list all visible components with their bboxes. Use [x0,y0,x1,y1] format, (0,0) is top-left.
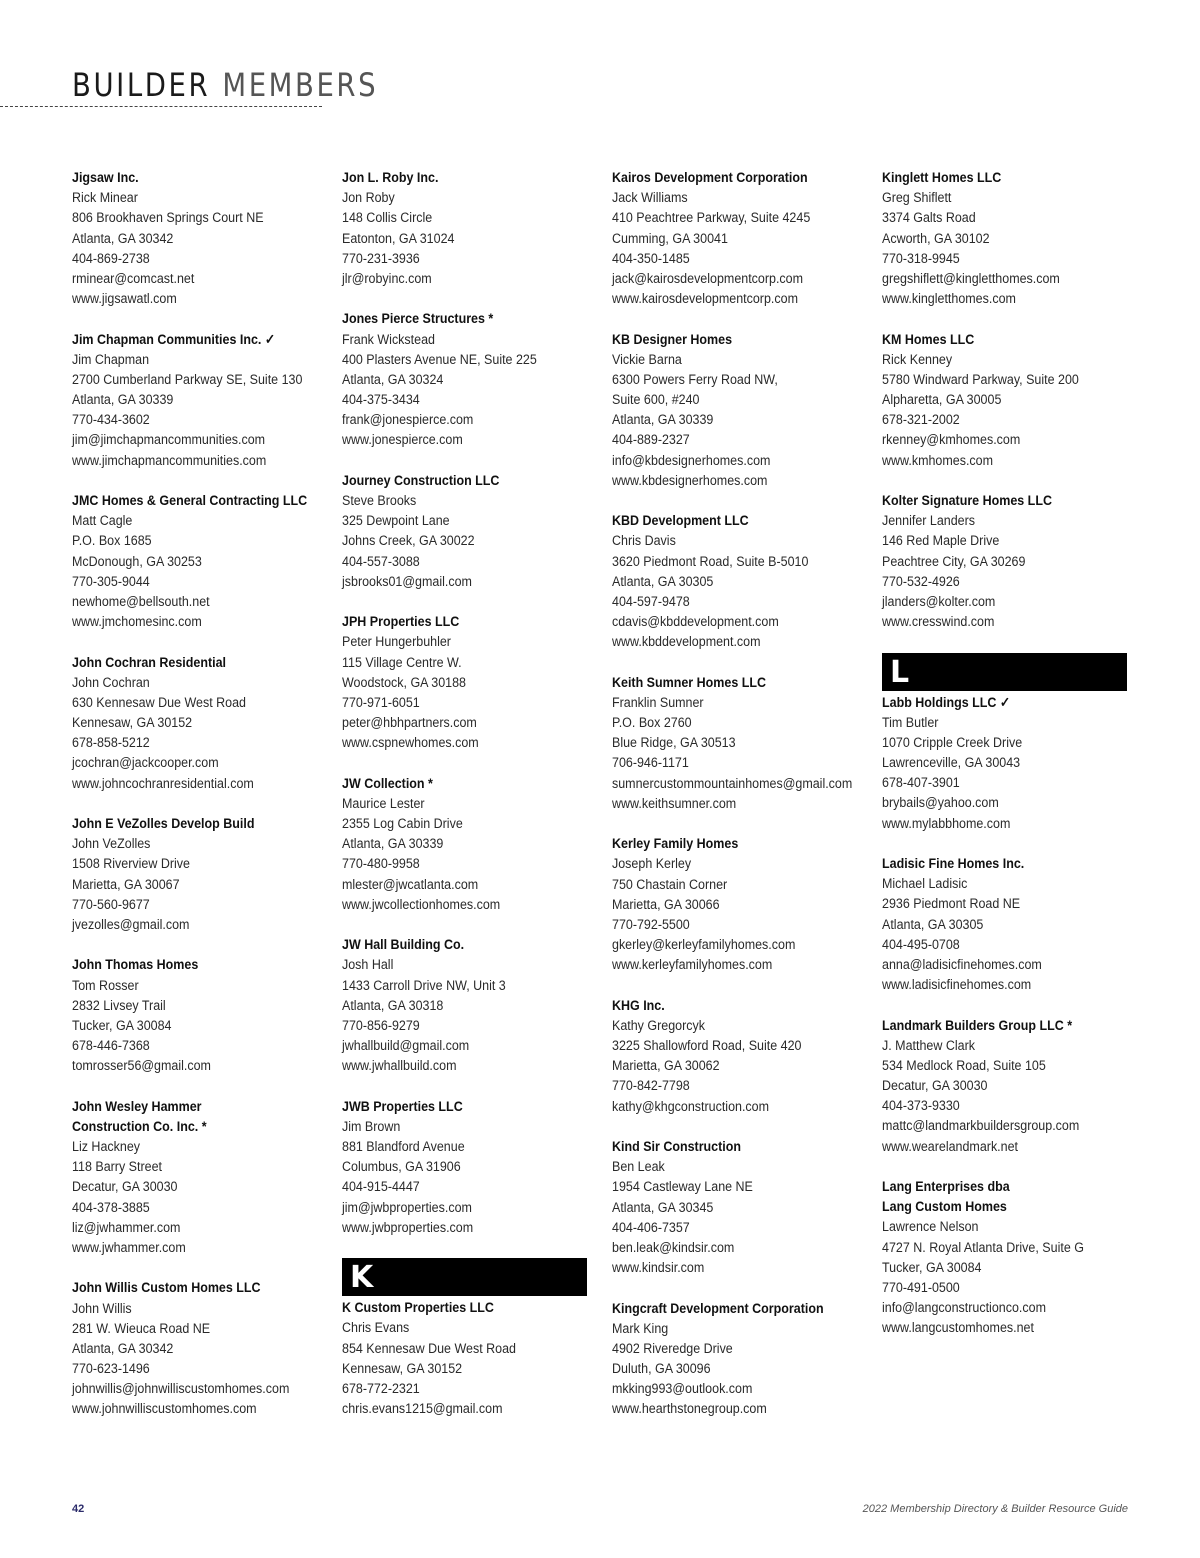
member-detail-line: Atlanta, GA 30345 [612,1199,714,1216]
member-detail-line: chris.evans1215@gmail.com [342,1401,503,1418]
member-detail-line: Kennesaw, GA 30152 [342,1360,463,1377]
member-detail-line: Decatur, GA 30030 [882,1078,988,1095]
member-detail-line: 770-971-6051 [342,694,420,711]
member-detail-line: www.wearelandmark.net [882,1138,1019,1155]
member-detail-line: 770-842-7798 [612,1078,690,1095]
member-detail-line: 146 Red Maple Drive [882,533,1000,550]
member-entry [612,330,870,492]
member-detail-line: J. Matthew Clark [882,1037,975,1054]
member-detail-line: Eatonton, GA 31024 [342,230,455,247]
member-detail-line: 1433 Carroll Drive NW, Unit 3 [342,977,506,994]
member-detail-line: Atlanta, GA 30318 [342,997,444,1014]
member-detail-line: Atlanta, GA 30339 [72,392,174,409]
member-entry [72,653,330,794]
member-detail-line: McDonough, GA 30253 [72,553,202,570]
member-detail-line: www.kairosdevelopmentcorp.com [612,291,798,308]
page-header [72,66,428,104]
member-company-name: JW Hall Building Co. [342,937,465,954]
member-detail-line: Marietta, GA 30067 [72,876,180,893]
member-detail-line: 770-231-3936 [342,250,420,267]
member-company-name: Kind Sir Construction [612,1139,742,1155]
member-detail-line: www.kbddevelopment.com [612,634,761,651]
member-detail-line: www.kindsir.com [612,1260,705,1277]
member-entry [72,814,330,935]
member-detail-line: Atlanta, GA 30339 [612,412,714,429]
member-detail-line: Rick Kenney [882,351,953,368]
member-detail-line: www.jwcollectionhomes.com [342,896,501,913]
member-detail-line: 3620 Piedmont Road, Suite B-5010 [612,553,809,570]
member-entry [882,491,1140,632]
member-detail-line: jlr@robyinc.com [342,270,432,287]
member-detail-line: 404-557-3088 [342,553,420,570]
directory-column-4 [882,168,1140,1359]
member-detail-line: Vickie Barna [612,351,682,368]
member-detail-line: 854 Kennesaw Due West Road [342,1340,516,1357]
member-entry [72,1278,330,1419]
member-detail-line: Matt Cagle [72,513,133,530]
member-company-name: Journey Construction LLC [342,472,500,489]
member-detail-line: peter@hbhpartners.com [342,715,477,732]
member-entry [612,511,870,652]
member-company-name: Landmark Builders Group LLC * [882,1017,1073,1034]
member-detail-line: Kathy Gregorcyk [612,1017,705,1034]
member-detail-line: www.jwbproperties.com [342,1219,474,1236]
member-detail-line: 2700 Cumberland Parkway SE, Suite 130 [72,371,303,388]
member-detail-line: www.kbdesignerhomes.com [612,472,768,489]
member-detail-line: 404-350-1485 [612,250,690,267]
member-entry [612,834,870,975]
member-company-name: Kairos Development Corporation [612,170,808,186]
member-detail-line: jsbrooks01@gmail.com [342,573,472,590]
member-detail-line: Johns Creek, GA 30022 [342,533,475,550]
member-detail-line: 115 Village Centre W. [342,654,462,671]
member-detail-line: www.cspnewhomes.com [342,735,479,752]
member-detail-line: cdavis@kbddevelopment.com [612,614,779,631]
member-detail-line: Peter Hungerbuhler [342,634,451,651]
member-detail-line: gkerley@kerleyfamilyhomes.com [612,937,796,954]
member-company-name: Kolter Signature Homes LLC [882,493,1052,509]
member-detail-line: Tim Butler [882,714,939,731]
member-company-name: Lang Custom Homes [882,1199,1007,1216]
member-detail-line: Liz Hackney [72,1139,141,1155]
member-detail-line: info@langconstructionco.com [882,1300,1046,1317]
member-detail-line: 410 Peachtree Parkway, Suite 4245 [612,210,811,227]
member-detail-line: 325 Dewpoint Lane [342,513,450,530]
member-detail-line: 404-406-7357 [612,1219,690,1236]
member-entry [882,1016,1140,1157]
title-word-builder: BUILDER [72,66,211,104]
member-detail-line: Tom Rosser [72,977,139,994]
member-detail-line: 770-792-5500 [612,916,690,933]
member-detail-line: 148 Collis Circle [342,210,433,227]
member-detail-line: jim@jwbproperties.com [342,1199,472,1216]
member-entry [882,854,1140,995]
member-entry [612,673,870,814]
member-detail-line: 630 Kennesaw Due West Road [72,694,246,711]
member-entry [342,309,600,450]
member-detail-line: Lawrenceville, GA 30043 [882,755,1021,772]
member-detail-line: 678-407-3901 [882,775,960,792]
member-detail-line: rminear@comcast.net [72,270,195,287]
member-detail-line: Atlanta, GA 30342 [72,1340,174,1357]
member-detail-line: www.kmhomes.com [882,452,994,469]
member-entry [612,1299,870,1420]
member-detail-line: Alpharetta, GA 30005 [882,392,1002,409]
member-detail-line: 404-889-2327 [612,432,690,449]
member-detail-line: John Cochran [72,674,150,691]
member-detail-line: 770-560-9677 [72,896,150,913]
member-detail-line: jcochran@jackcooper.com [72,755,219,772]
member-detail-line: 400 Plasters Avenue NE, Suite 225 [342,351,537,368]
member-detail-line: jwhallbuild@gmail.com [342,1038,470,1055]
member-detail-line: 404-597-9478 [612,593,690,610]
member-company-name: John Wesley Hammer [72,1098,202,1115]
member-detail-line: 1070 Cripple Creek Drive [882,734,1023,751]
member-detail-line: liz@jwhammer.com [72,1219,181,1236]
member-company-name: Keith Sumner Homes LLC [612,674,767,691]
page-title [72,66,378,104]
member-detail-line: 678-772-2321 [342,1380,420,1397]
member-detail-line: Mark King [612,1320,669,1337]
member-company-name: JW Collection * [342,775,433,792]
member-company-name: John Thomas Homes [72,957,199,974]
member-company-name: Jon L. Roby Inc. [342,170,439,186]
directory-column-2 [342,168,600,1439]
member-company-name: Construction Co. Inc. * [72,1118,207,1135]
member-detail-line: tomrosser56@gmail.com [72,1058,211,1075]
member-detail-line: gregshiflett@kingletthomes.com [882,270,1060,287]
member-detail-line: Atlanta, GA 30305 [882,916,984,933]
member-entry [882,168,1140,309]
directory-column-1 [72,168,330,1440]
member-company-name: K Custom Properties LLC [342,1300,494,1317]
member-detail-line: jlanders@kolter.com [882,593,996,610]
member-detail-line: 770-623-1496 [72,1361,150,1378]
member-company-name: Jones Pierce Structures * [342,311,494,328]
member-detail-line: Rick Minear [72,190,138,207]
member-detail-line: 6300 Powers Ferry Road NW, [612,371,778,388]
member-detail-line: Chris Davis [612,533,676,550]
member-detail-line: jvezolles@gmail.com [72,916,190,933]
member-detail-line: Joseph Kerley [612,856,692,873]
member-detail-line: 3225 Shallowford Road, Suite 420 [612,1038,802,1055]
member-detail-line: frank@jonespierce.com [342,412,474,429]
member-detail-line: 678-321-2002 [882,412,960,429]
member-detail-line: Greg Shiflett [882,190,952,207]
member-detail-line: sumnercustommountainhomes@gmail.com [612,775,853,792]
member-company-name: JWB Properties LLC [342,1098,463,1115]
member-company-name: KBD Development LLC [612,513,749,530]
member-entry [882,330,1140,471]
member-detail-line: 1508 Riverview Drive [72,856,190,873]
member-detail-line: www.jmchomesinc.com [72,614,202,631]
member-detail-line: Kennesaw, GA 30152 [72,715,193,732]
member-detail-line: Woodstock, GA 30188 [342,674,467,691]
member-detail-line: Jack Williams [612,190,688,207]
member-detail-line: Suite 600, #240 [612,392,700,409]
member-entry [612,996,870,1117]
member-detail-line: 770-434-3602 [72,412,150,429]
member-entry [342,935,600,1076]
member-detail-line: Marietta, GA 30062 [612,1058,720,1075]
member-detail-line: www.kerleyfamilyhomes.com [612,957,773,974]
member-entry [342,612,600,753]
member-entry [342,1097,600,1238]
member-entry [612,168,870,309]
letter-section-header: L [882,653,1127,691]
member-detail-line: 770-318-9945 [882,250,960,267]
member-detail-line: johnwillis@johnwilliscustomhomes.com [72,1381,290,1398]
member-detail-line: kathy@khgconstruction.com [612,1098,770,1115]
guide-title: 2022 Membership Directory & Builder Resource Guide [862,1503,1128,1515]
member-detail-line: www.keithsumner.com [612,795,737,812]
member-detail-line: 404-915-4447 [342,1179,420,1196]
member-detail-line: 118 Barry Street [72,1159,162,1176]
member-detail-line: www.cresswind.com [882,614,995,631]
member-detail-line: 404-495-0708 [882,936,960,953]
member-company-name: KM Homes LLC [882,331,975,348]
member-entry [342,168,600,289]
member-detail-line: 706-946-1171 [612,755,689,772]
member-detail-line: 770-856-9279 [342,1017,420,1034]
member-detail-line: 404-378-3885 [72,1199,150,1216]
member-detail-line: www.kingletthomes.com [882,291,1016,308]
member-detail-line: www.jwhallbuild.com [342,1058,457,1075]
member-detail-line: Acworth, GA 30102 [882,230,990,247]
member-detail-line: Decatur, GA 30030 [72,1179,178,1196]
member-detail-line: mlester@jwcatlanta.com [342,876,479,893]
member-entry [72,168,330,309]
member-detail-line: 678-858-5212 [72,735,150,752]
member-detail-line: Chris Evans [342,1320,410,1337]
member-detail-line: Ben Leak [612,1159,665,1176]
member-company-name: Lang Enterprises dba [882,1179,1010,1195]
member-detail-line: 404-869-2738 [72,250,150,267]
member-detail-line: Franklin Sumner [612,694,704,711]
member-detail-line: Cumming, GA 30041 [612,230,728,247]
member-detail-line: 281 W. Wieuca Road NE [72,1320,211,1337]
member-detail-line: 3374 Galts Road [882,210,976,227]
member-detail-line: P.O. Box 1685 [72,533,152,550]
member-company-name: John Cochran Residential [72,654,227,671]
member-entry [72,491,330,632]
member-detail-line: www.ladisicfinehomes.com [882,977,1032,994]
member-company-name: Ladisic Fine Homes Inc. [882,856,1025,872]
header-dashed-rule [0,106,322,107]
member-detail-line: 770-491-0500 [882,1279,960,1296]
member-detail-line: 404-373-9330 [882,1098,960,1115]
member-detail-line: John Willis [72,1300,132,1317]
member-entry [72,955,330,1076]
member-company-name: Kerley Family Homes [612,836,739,853]
member-detail-line: Lawrence Nelson [882,1219,979,1236]
title-word-members: MEMBERS [222,66,379,104]
member-detail-line: brybails@yahoo.com [882,795,999,812]
member-detail-line: Josh Hall [342,957,394,974]
member-detail-line: Marietta, GA 30066 [612,896,720,913]
member-detail-line: 2832 Livsey Trail [72,997,166,1014]
member-detail-line: ben.leak@kindsir.com [612,1239,735,1256]
member-detail-line: 2936 Piedmont Road NE [882,896,1021,913]
member-detail-line: jim@jimchapmancommunities.com [72,432,266,449]
member-company-name: KB Designer Homes [612,331,733,348]
member-detail-line: www.jimchapmancommunities.com [72,452,267,469]
member-detail-line: www.johnwilliscustomhomes.com [72,1401,257,1418]
directory-column-3 [612,168,870,1440]
member-detail-line: www.mylabbhome.com [882,815,1011,832]
member-detail-line: jack@kairosdevelopmentcorp.com [612,270,804,287]
member-detail-line: Duluth, GA 30096 [612,1361,711,1378]
member-company-name: JPH Properties LLC [342,614,460,631]
member-entry [342,471,600,592]
member-detail-line: 750 Chastain Corner [612,876,728,893]
member-detail-line: www.jigsawatl.com [72,291,177,308]
member-detail-line: 770-532-4926 [882,573,960,590]
member-company-name: JMC Homes & General Contracting LLC [72,493,308,509]
member-detail-line: Atlanta, GA 30342 [72,230,174,247]
member-detail-line: Jim Brown [342,1118,401,1135]
member-detail-line: rkenney@kmhomes.com [882,432,1021,449]
member-detail-line: Tucker, GA 30084 [72,1017,172,1034]
letter-section-header: K [342,1258,587,1296]
member-detail-line: 881 Blandford Avenue [342,1139,465,1155]
member-company-name: Labb Holdings LLC ✓ [882,694,1011,711]
member-detail-line: Jim Chapman [72,351,150,368]
member-detail-line: info@kbdesignerhomes.com [612,452,771,469]
member-entry [72,1097,330,1259]
member-detail-line: 770-305-9044 [72,573,150,590]
member-detail-line: www.jwhammer.com [72,1239,186,1256]
member-detail-line: John VeZolles [72,836,151,853]
member-detail-line: www.johncochranresidential.com [72,775,254,792]
member-detail-line: mkking993@outlook.com [612,1381,753,1398]
member-detail-line: Michael Ladisic [882,876,968,893]
member-detail-line: Maurice Lester [342,795,425,812]
member-entry [342,774,600,915]
member-company-name: Kingcraft Development Corporation [612,1300,824,1317]
member-detail-line: Atlanta, GA 30324 [342,371,444,388]
member-detail-line: 678-446-7368 [72,1038,150,1055]
page-number: 42 [72,1503,85,1515]
member-detail-line: 4727 N. Royal Atlanta Drive, Suite G [882,1239,1084,1256]
member-detail-line: Columbus, GA 31906 [342,1159,461,1176]
member-detail-line: www.langcustomhomes.net [882,1320,1034,1337]
member-detail-line: www.jonespierce.com [342,432,463,449]
member-detail-line: newhome@bellsouth.net [72,593,210,610]
member-detail-line: Peachtree City, GA 30269 [882,553,1026,570]
member-detail-line: 770-480-9958 [342,856,420,873]
member-entry [342,1298,600,1419]
member-detail-line: Jon Roby [342,190,395,207]
member-company-name: Kinglett Homes LLC [882,170,1002,186]
member-detail-line: anna@ladisicfinehomes.com [882,956,1042,973]
member-detail-line: Tucker, GA 30084 [882,1259,982,1276]
member-company-name: John Willis Custom Homes LLC [72,1280,261,1297]
member-detail-line: Frank Wickstead [342,331,435,348]
member-company-name: John E VeZolles Develop Build [72,816,255,832]
member-detail-line: 2355 Log Cabin Drive [342,816,463,832]
member-company-name: Jim Chapman Communities Inc. ✓ [72,331,276,348]
member-detail-line: 404-375-3434 [342,392,420,409]
member-entry [72,330,330,471]
member-detail-line: www.hearthstonegroup.com [612,1401,767,1418]
member-detail-line: 4902 Riveredge Drive [612,1340,733,1357]
member-detail-line: 5780 Windward Parkway, Suite 200 [882,371,1079,388]
member-company-name: KHG Inc. [612,997,665,1014]
member-detail-line: 806 Brookhaven Springs Court NE [72,210,264,227]
member-company-name: Jigsaw Inc. [72,170,139,186]
member-detail-line: 534 Medlock Road, Suite 105 [882,1057,1046,1074]
member-detail-line: Atlanta, GA 30305 [612,573,714,590]
member-detail-line: 1954 Castleway Lane NE [612,1179,753,1196]
member-detail-line: P.O. Box 2760 [612,715,692,732]
member-detail-line: Jennifer Landers [882,513,976,530]
member-entry [612,1137,870,1278]
member-detail-line: Blue Ridge, GA 30513 [612,735,736,752]
member-entry [882,1177,1140,1339]
member-detail-line: Steve Brooks [342,493,417,509]
member-entry [882,693,1140,834]
member-detail-line: Atlanta, GA 30339 [342,836,444,853]
member-detail-line: mattc@landmarkbuildersgroup.com [882,1118,1080,1135]
